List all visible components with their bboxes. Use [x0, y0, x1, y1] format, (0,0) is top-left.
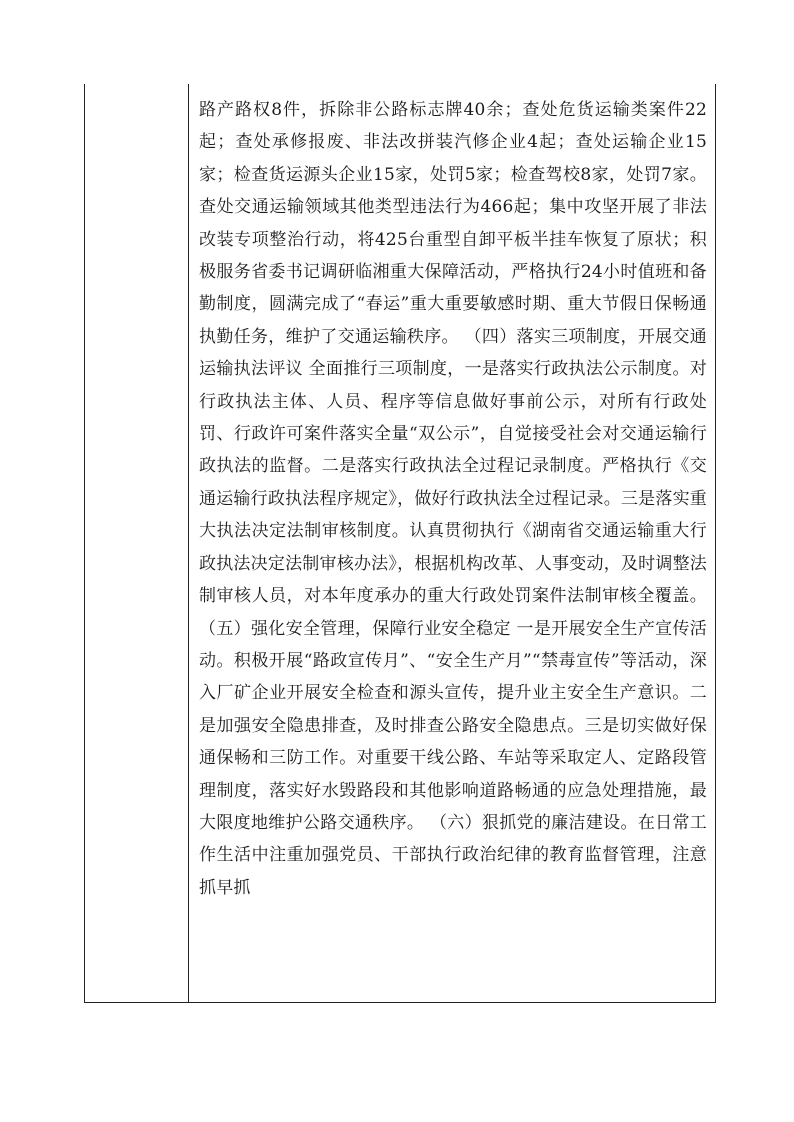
table-left-cell [85, 84, 189, 1002]
table-right-cell [189, 84, 715, 1002]
body-paragraph: 路产路权8件，拆除非公路标志牌40余；查处危货运输类案件22起；查处承修报废、非法改拼装汽修企业4起；查处运输企业15家；检查货运源头企业15家，处罚5家；检查驾校8家，处罚7家。查处交通运输领域其他类型违法行为466起；集中攻坚开展了非法改装专项整治行动，将425台重型自卸平板半挂车恢复了原状；积极服务省委书记调研临湘重大保障活动，严格执行24小时值班和备勤制度，圆满完成了“春运”重大重要敏感时期、重大节假日保畅通执勤任务，维护了交通运输秩序。 （四）落实三项制度，开展交通运输执法评议 全面推行三项制度，一是落实行政执法公示制度。对行政执法主体、人员、程序等信息做好事前公示，对所有行政处罚、行政许可案件落实全量“双公示”，自觉接受社会对交通运输行政执法的监督。二是落实行政执法全过程记录制度。严格执行《交通运输行政执法程序规定》，做好行政执法全过程记录。三是落实重大执法决定法制审核制度。认真贯彻执行《湖南省交通运输重大行政执法决定法制审核办法》，根据机构改革、人事变动，及时调整法制审核人员，对本年度承办的重大行政处罚案件法制审核全覆盖。 （五）强化安全管理，保障行业安全稳定 一是开展安全生产宣传活动。积极开展“路政宣传月”、“安全生产月”“禁毒宣传”等活动，深入厂矿企业开展安全检查和源头宣传，提升业主安全生产意识。二是加强安全隐患排查，及时排查公路安全隐患点。三是切实做好保通保畅和三防工作。对重要干线公路、车站等采取定人、定路段管理制度，落实好水毁路段和其他影响道路畅通的应急处理措施，最大限度地维护公路交通秩序。 （六）狠抓党的廉洁建设。在日常工作生活中注重加强党员、干部执行政治纪律的教育监督管理，注意抓早抓 [199, 100, 707, 898]
document-table [84, 84, 716, 1003]
